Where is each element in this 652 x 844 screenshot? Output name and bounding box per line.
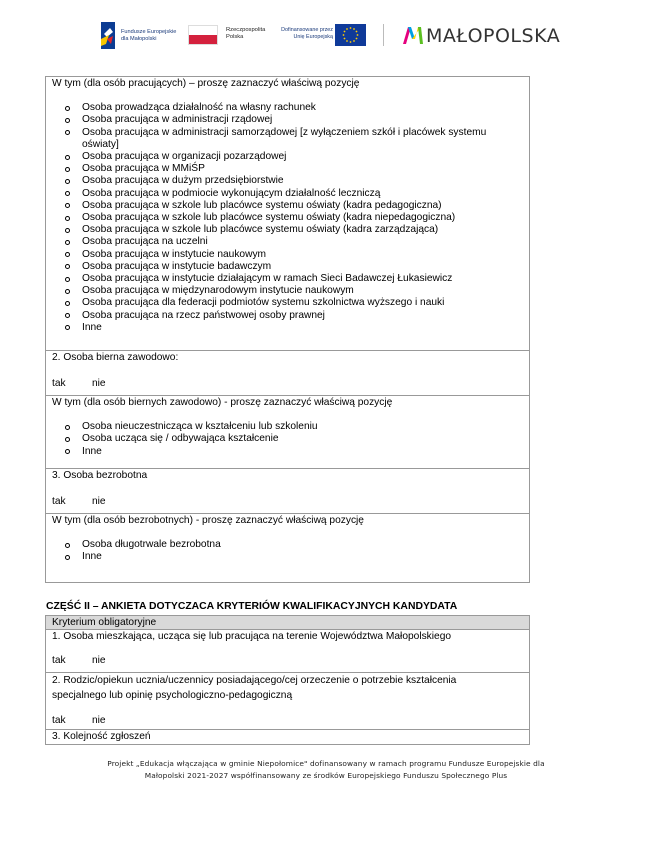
- radio-circle-icon[interactable]: [65, 543, 70, 548]
- inactive-cell: [46, 351, 529, 396]
- employed-option[interactable]: [52, 261, 529, 273]
- page-footer: [0, 758, 652, 782]
- inactive-option[interactable]: [52, 433, 529, 445]
- employed-option-label: Osoba pracująca w instytucie naukowym: [82, 248, 267, 260]
- employed-option-label: Osoba pracująca w podmiocie wykonującym działalność leczniczą: [82, 187, 381, 199]
- employed-option-label: Osoba pracująca w szkole lub placówce systemu oświaty (kadra niepedagogiczna): [82, 212, 456, 224]
- employed-option-label: Osoba pracująca dla federacji podmiotów systemu szkolnictwa wyższego i nauki: [82, 297, 445, 309]
- qualification-criteria-form: [45, 615, 530, 745]
- employed-option[interactable]: [52, 175, 529, 187]
- employed-option[interactable]: [52, 212, 529, 224]
- criterion-3-text: 3. Kolejność zgłoszeń: [52, 731, 151, 742]
- unemployed-options-list: [52, 539, 529, 563]
- employed-option[interactable]: [52, 163, 529, 175]
- radio-circle-icon[interactable]: [65, 179, 70, 184]
- employed-option-label: Osoba pracująca w szkole lub placówce systemu oświaty (kadra zarządzająca): [82, 224, 439, 236]
- malopolska-m-icon: [402, 24, 424, 46]
- employed-option-label: Osoba prowadząca działalność na własny rachunek: [82, 102, 316, 114]
- logo-fundusze-europejskie: [101, 22, 191, 50]
- fe-logo-line2: dla Małopolski: [121, 36, 157, 42]
- unemployed-detail-cell: [46, 514, 529, 583]
- inactive-title: 2. Osoba bierna zawodowo:: [52, 352, 179, 363]
- radio-circle-icon[interactable]: [65, 313, 70, 318]
- radio-circle-icon[interactable]: [65, 130, 70, 135]
- fe-logo-line1: Fundusze Europejskie: [121, 29, 177, 35]
- criterion-2-text: 2. Rodzic/opiekun ucznia/uczennicy posiadającego/cej orzeczenie o potrzebie kształcenia specjalnego lub opinię psychologiczno-pedagogiczną: [52, 675, 457, 701]
- footer-line-2: Małopolski 2021-2027 współfinansowany ze środków Europejskiego Funduszu Społecznego Plus: [144, 771, 508, 780]
- employed-option-label: Osoba pracująca na uczelni: [82, 236, 208, 248]
- radio-circle-icon[interactable]: [65, 167, 70, 172]
- employed-detail-title: W tym (dla osób pracujących) – proszę zaznaczyć właściwą pozycję: [52, 78, 360, 89]
- criterion-1-text: 1. Osoba mieszkająca, ucząca się lub pracująca na terenie Województwa Małopolskiego: [52, 631, 452, 642]
- criteria-header-cell: [46, 615, 529, 630]
- polish-flag-icon: [188, 25, 218, 45]
- unemployed-option-label: Osoba długotrwale bezrobotna: [82, 539, 221, 551]
- inactive-detail-cell: [46, 396, 529, 469]
- criterion-1-no-option[interactable]: nie: [92, 655, 106, 667]
- criterion-3-cell: [46, 730, 529, 745]
- criterion-1-yes-no: [52, 655, 529, 667]
- footer-line-1: Projekt „Edukacja włączająca w gminie Niepołomice" dofinansowany w ramach programu Fundusze Europejskie dla: [107, 759, 545, 768]
- employed-option[interactable]: [52, 310, 529, 322]
- employed-detail-cell: [46, 76, 529, 351]
- radio-circle-icon[interactable]: [65, 437, 70, 442]
- employed-option[interactable]: [52, 273, 529, 285]
- inactive-option-label: Inne: [82, 445, 102, 457]
- radio-circle-icon[interactable]: [65, 325, 70, 330]
- employment-status-form: [45, 76, 530, 583]
- radio-circle-icon[interactable]: [65, 216, 70, 221]
- unemployed-option[interactable]: [52, 551, 529, 563]
- radio-circle-icon[interactable]: [65, 449, 70, 454]
- part2-title: CZĘŚĆ II – ANKIETA DOTYCZACA KRYTERIÓW KWALIFIKACYJNYCH KANDYDATA: [46, 601, 458, 612]
- criterion-2-yes-option[interactable]: tak: [52, 715, 66, 726]
- radio-circle-icon[interactable]: [65, 155, 70, 160]
- employed-option-label: Osoba pracująca w administracji rządowej: [82, 114, 273, 126]
- employed-option[interactable]: [52, 200, 529, 212]
- employed-option[interactable]: [52, 127, 529, 151]
- unemployed-no-option[interactable]: nie: [92, 496, 106, 508]
- employed-option[interactable]: [52, 236, 529, 248]
- malopolska-wordmark: MAŁOPOLSKA: [426, 25, 561, 47]
- criterion-2-no-option[interactable]: nie: [92, 715, 106, 726]
- inactive-yes-option[interactable]: tak: [52, 378, 66, 390]
- inactive-options-list: [52, 421, 529, 458]
- ue-logo-line1: Dofinansowane przez: [281, 27, 333, 33]
- unemployed-title: 3. Osoba bezrobotna: [52, 470, 148, 481]
- unemployed-cell: [46, 469, 529, 514]
- employed-option[interactable]: [52, 151, 529, 163]
- employed-option-label: Osoba pracująca w szkole lub placówce systemu oświaty (kadra pedagogiczna): [82, 199, 442, 211]
- inactive-no-option[interactable]: nie: [92, 378, 106, 390]
- employed-option-label: Osoba pracująca w instytucie badawczym: [82, 260, 272, 272]
- unemployed-yes-option[interactable]: tak: [52, 496, 66, 508]
- employed-option[interactable]: [52, 114, 529, 126]
- employed-option-label: Osoba pracująca w organizacji pozarządowej: [82, 151, 287, 163]
- rp-logo-line1: Rzeczpospolita: [226, 27, 266, 33]
- employed-option[interactable]: [52, 285, 529, 297]
- ue-logo-line2: Unię Europejską: [293, 34, 333, 40]
- unemployed-yes-no: [52, 496, 529, 508]
- radio-circle-icon[interactable]: [65, 106, 70, 111]
- employed-option-label: Osoba pracująca w międzynarodowym instytucie naukowym: [82, 285, 354, 297]
- radio-circle-icon[interactable]: [65, 425, 70, 430]
- employed-option-label: Osoba pracująca w administracji samorządowej [z wyłączeniem szkół i placówek systemu oświaty]: [82, 126, 487, 150]
- inactive-option[interactable]: [52, 446, 529, 458]
- employed-option-label: Osoba pracująca na rzecz państwowej osoby prawnej: [82, 309, 325, 321]
- employed-option[interactable]: [52, 322, 529, 334]
- employed-option[interactable]: [52, 249, 529, 261]
- unemployed-option-label: Inne: [82, 551, 102, 563]
- radio-circle-icon[interactable]: [65, 252, 70, 257]
- criterion-2-yes-no: [52, 715, 489, 727]
- employed-option-label: Inne: [82, 321, 102, 333]
- radio-circle-icon[interactable]: [65, 555, 70, 560]
- criterion-2-cell: [46, 673, 529, 730]
- employed-option-label: Osoba pracująca w MMiŚP: [82, 163, 205, 175]
- logo-divider: [383, 24, 384, 46]
- employed-options-list: [52, 102, 529, 334]
- logo-malopolska: [402, 22, 561, 50]
- inactive-option-label: Osoba ucząca się / odbywająca kształcenie: [82, 433, 279, 445]
- inactive-option[interactable]: [52, 421, 529, 433]
- radio-circle-icon[interactable]: [65, 277, 70, 282]
- inactive-yes-no: [52, 378, 529, 390]
- radio-circle-icon[interactable]: [65, 118, 70, 123]
- employed-option[interactable]: [52, 224, 529, 236]
- employed-option-label: Osoba pracująca w instytucie działającym w ramach Sieci Badawczej Łukasiewicz: [82, 273, 453, 285]
- radio-circle-icon[interactable]: [65, 301, 70, 306]
- radio-circle-icon[interactable]: [65, 289, 70, 294]
- unemployed-detail-title: W tym (dla osób bezrobotnych) - proszę zaznaczyć właściwą pozycję: [52, 515, 364, 526]
- radio-circle-icon[interactable]: [65, 240, 70, 245]
- unemployed-option[interactable]: [52, 539, 529, 551]
- radio-circle-icon[interactable]: [65, 203, 70, 208]
- inactive-detail-title: W tym (dla osób biernych zawodowo) - proszę zaznaczyć właściwą pozycję: [52, 397, 393, 408]
- eu-flag-icon: [335, 24, 366, 46]
- radio-circle-icon[interactable]: [65, 228, 70, 233]
- radio-circle-icon[interactable]: [65, 264, 70, 269]
- employed-option[interactable]: [52, 188, 529, 200]
- inactive-option-label: Osoba nieuczestnicząca w kształceniu lub szkoleniu: [82, 421, 318, 433]
- fe-logo-icon: [101, 22, 115, 49]
- radio-circle-icon[interactable]: [65, 191, 70, 196]
- criteria-header: Kryterium obligatoryjne: [52, 617, 157, 628]
- criterion-1-yes-option[interactable]: tak: [52, 655, 66, 667]
- employed-option[interactable]: [52, 102, 529, 114]
- employed-option[interactable]: [52, 297, 529, 309]
- page-header: [0, 18, 652, 58]
- criterion-1-cell: [46, 630, 529, 673]
- logo-rzeczpospolita: [188, 23, 283, 49]
- logo-unia-europejska: [271, 23, 371, 49]
- employed-option-label: Osoba pracująca w dużym przedsiębiorstwie: [82, 175, 284, 187]
- rp-logo-line2: Polska: [226, 34, 244, 40]
